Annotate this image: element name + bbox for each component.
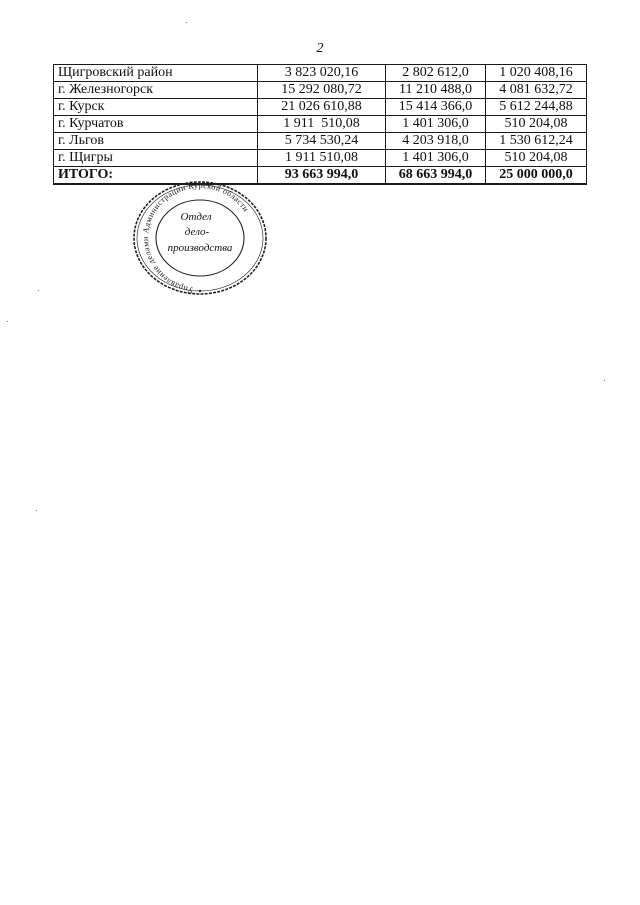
stamp-center-line-1: Отдел (180, 211, 212, 223)
row-value-cell: 1 020 408,16 (486, 65, 587, 82)
row-name-cell: г. Курчатов (54, 116, 258, 133)
row-value-cell: 1 401 306,0 (386, 116, 486, 133)
row-name-cell: г. Льгов (54, 133, 258, 150)
row-value-cell: 5 734 530,24 (258, 133, 386, 150)
table-row (54, 99, 587, 116)
row-value-cell: 4 203 918,0 (386, 133, 486, 150)
stamp-center-line-3: производства (167, 242, 233, 254)
scan-speck (38, 290, 39, 291)
total-value-cell: 93 663 994,0 (258, 167, 386, 185)
scan-speck (604, 380, 605, 381)
scan-speck (186, 22, 187, 23)
total-value-cell: 25 000 000,0 (486, 167, 587, 185)
row-value-cell: 510 204,08 (486, 116, 587, 133)
scan-speck (7, 321, 8, 322)
office-stamp (130, 178, 270, 296)
row-value-cell: 1 911 510,08 (258, 150, 386, 167)
row-value-cell: 4 081 632,72 (486, 82, 587, 99)
table-row (54, 82, 587, 99)
row-value-cell: 11 210 488,0 (386, 82, 486, 99)
stamp-ring-text: Управление делами Администрации Курской области (141, 180, 251, 295)
row-value-cell: 1 401 306,0 (386, 150, 486, 167)
row-value-cell: 5 612 244,88 (486, 99, 587, 116)
scan-speck (36, 510, 37, 511)
total-label: ИТОГО: (54, 167, 258, 185)
row-name-cell: Щигровский район (54, 65, 258, 82)
row-value-cell: 1 911 510,08 (258, 116, 386, 133)
row-value-cell: 15 292 080,72 (258, 82, 386, 99)
row-value-cell: 21 026 610,88 (258, 99, 386, 116)
row-value-cell: 510 204,08 (486, 150, 587, 167)
row-name-cell: г. Щигры (54, 150, 258, 167)
row-value-cell: 15 414 366,0 (386, 99, 486, 116)
row-value-cell: 2 802 612,0 (386, 65, 486, 82)
row-name-cell: г. Железногорск (54, 82, 258, 99)
stamp-center-line-2: дело- (184, 226, 210, 238)
budget-table (53, 64, 587, 185)
table-row (54, 150, 587, 167)
row-value-cell: 3 823 020,16 (258, 65, 386, 82)
row-value-cell: 1 530 612,24 (486, 133, 587, 150)
table-row (54, 65, 587, 82)
page-number: 2 (316, 41, 324, 56)
table-row (54, 133, 587, 150)
table-row (54, 116, 587, 133)
row-name-cell: г. Курск (54, 99, 258, 116)
total-value-cell: 68 663 994,0 (386, 167, 486, 185)
